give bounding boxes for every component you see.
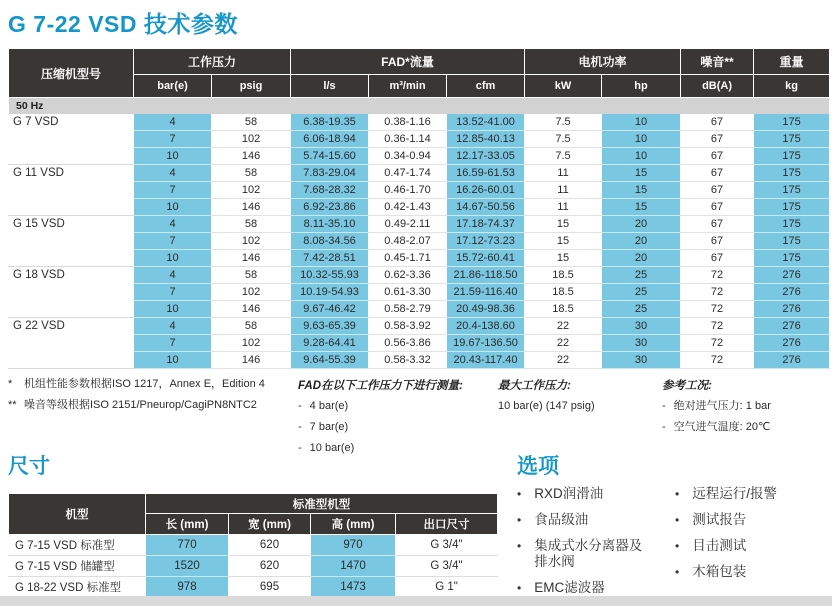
col-unit-header: hp [602,75,681,98]
footnote-line [8,398,298,413]
value-cell: 10 [134,301,212,318]
footnotes-iso [8,377,298,462]
value-cell: 58 [212,216,291,233]
bullet-icon: • [517,539,522,553]
table-row [9,114,830,131]
options-title: 选项 [517,455,559,478]
value-cell: 7 [134,131,212,148]
value-cell: 276 [754,318,830,335]
value-cell: 14.67-50.56 [447,199,525,216]
max-pressure-value: 10 bar(e) (147 psig) [498,400,595,412]
dim-group-header: 标准型机型 [146,494,498,514]
value-cell: 72 [681,267,754,284]
value-cell: 10 [602,114,681,131]
value-cell: 0.56-3.86 [369,335,447,352]
dim-value-cell: 620 [229,535,311,556]
spec-header-row-groups [9,49,830,75]
value-cell: 18.5 [525,267,602,284]
dim-col-header: 长 (mm) [146,514,229,535]
value-cell: 8.11-35.10 [291,216,369,233]
value-cell: 0.42-1.43 [369,199,447,216]
dash: - [298,400,302,412]
value-cell: 16.26-60.01 [447,182,525,199]
value-cell: 11 [525,199,602,216]
value-cell: 72 [681,318,754,335]
value-cell: 15 [525,216,602,233]
dim-value-cell: G 3/4" [396,535,498,556]
spec-table-body [9,98,830,369]
reference-text: 绝对进气压力: 1 bar [673,400,771,412]
value-cell: 175 [754,199,830,216]
bullet-icon: • [517,487,522,501]
value-cell: 58 [212,267,291,284]
footnote-marker: * [8,378,13,390]
fad-pressure-text: 4 bar(e) [309,400,349,412]
value-cell: 102 [212,182,291,199]
model-cell: G 18 VSD [9,267,134,318]
dash: - [298,421,302,433]
value-cell: 0.49-2.11 [369,216,447,233]
value-cell: 10 [602,131,681,148]
value-cell: 13.52-41.00 [447,114,525,131]
option-label: 测试报告 [692,512,747,527]
value-cell: 67 [681,182,754,199]
col-unit-header: cfm [447,75,525,98]
value-cell: 72 [681,335,754,352]
col-unit-header: psig [212,75,291,98]
fad-pressure-item [298,399,498,413]
value-cell: 175 [754,131,830,148]
table-row [9,556,498,577]
value-cell: 0.46-1.70 [369,182,447,199]
value-cell: 20.43-117.40 [447,352,525,369]
dim-header-row-group [9,494,498,514]
value-cell: 175 [754,250,830,267]
value-cell: 10 [134,250,212,267]
table-row [9,216,830,233]
value-cell: 7.42-28.51 [291,250,369,267]
dash: - [662,421,666,433]
option-item [675,512,825,528]
value-cell: 175 [754,148,830,165]
table-row [9,577,498,598]
value-cell: 21.59-116.40 [447,284,525,301]
dimensions-table-body [9,535,498,598]
dim-value-cell: G 3/4" [396,556,498,577]
value-cell: 67 [681,250,754,267]
value-cell: 20.4-138.60 [447,318,525,335]
value-cell: 17.18-74.37 [447,216,525,233]
value-cell: 7.68-28.32 [291,182,369,199]
dimensions-table-wrap [8,493,497,598]
value-cell: 20 [602,233,681,250]
value-cell: 67 [681,114,754,131]
fad-items [298,399,498,455]
option-item [675,538,825,554]
value-cell: 9.63-65.39 [291,318,369,335]
col-group-header: FAD*流量 [291,49,525,75]
value-cell: 67 [681,131,754,148]
dim-col-header: 宽 (mm) [229,514,311,535]
reference-title: 参考工况: [662,380,712,392]
value-cell: 102 [212,335,291,352]
value-cell: 7.83-29.04 [291,165,369,182]
value-cell: 276 [754,284,830,301]
value-cell: 15 [525,250,602,267]
spec-table-wrap [8,48,829,369]
value-cell: 58 [212,114,291,131]
fad-pressure-item [298,441,498,455]
dim-value-cell: 620 [229,556,311,577]
value-cell: 4 [134,318,212,335]
dim-value-cell: 970 [311,535,396,556]
max-pressure-title: 最大工作压力: [498,380,571,392]
option-label: RXD润滑油 [534,486,604,501]
value-cell: 0.58-3.32 [369,352,447,369]
col-unit-header: bar(e) [134,75,212,98]
dim-model-cell: G 7-15 VSD 标准型 [9,535,146,556]
value-cell: 22 [525,352,602,369]
value-cell: 16.59-61.53 [447,165,525,182]
table-row [9,267,830,284]
dim-value-cell: G 1" [396,577,498,598]
dim-col-model-header: 机型 [9,494,146,535]
model-cell: G 11 VSD [9,165,134,216]
fad-title: FAD在以下工作压力下进行测量: [298,380,463,392]
value-cell: 102 [212,284,291,301]
value-cell: 6.92-23.86 [291,199,369,216]
value-cell: 7 [134,233,212,250]
dimensions-title: 尺寸 [8,455,50,478]
dash: - [662,400,666,412]
value-cell: 0.47-1.74 [369,165,447,182]
value-cell: 21.86-118.50 [447,267,525,284]
col-group-header: 压缩机型号 [9,49,134,98]
value-cell: 7 [134,335,212,352]
value-cell: 0.36-1.14 [369,131,447,148]
bullet-icon: • [517,513,522,527]
table-row [9,165,830,182]
value-cell: 25 [602,267,681,284]
col-unit-header: kW [525,75,602,98]
reference-item [662,420,826,434]
value-cell: 276 [754,352,830,369]
dimensions-table-header [9,494,498,535]
col-group-header: 噪音** [681,49,754,75]
value-cell: 20 [602,216,681,233]
option-item [517,512,680,528]
value-cell: 146 [212,301,291,318]
value-cell: 72 [681,352,754,369]
table-row [9,318,830,335]
col-unit-header: dB(A) [681,75,754,98]
spec-table [8,48,830,369]
options-list-right [675,486,825,590]
option-item [675,486,825,502]
value-cell: 67 [681,148,754,165]
fad-pressure-item [298,420,498,434]
value-cell: 0.58-3.92 [369,318,447,335]
value-cell: 4 [134,114,212,131]
value-cell: 146 [212,352,291,369]
footnote-marker: ** [8,399,17,411]
value-cell: 5.74-15.60 [291,148,369,165]
value-cell: 11 [525,182,602,199]
value-cell: 11 [525,165,602,182]
value-cell: 8.08-34.56 [291,233,369,250]
value-cell: 67 [681,233,754,250]
value-cell: 58 [212,318,291,335]
col-group-header: 工作压力 [134,49,291,75]
value-cell: 15 [525,233,602,250]
value-cell: 19.67-136.50 [447,335,525,352]
value-cell: 9.64-55.39 [291,352,369,369]
value-cell: 175 [754,165,830,182]
value-cell: 7.5 [525,148,602,165]
page-title: G 7-22 VSD 技术参数 [8,11,238,37]
value-cell: 10.32-55.93 [291,267,369,284]
frequency-section-label: 50 Hz [9,98,830,115]
value-cell: 18.5 [525,301,602,318]
value-cell: 7 [134,182,212,199]
option-label: 目击测试 [692,538,747,553]
footnotes-fad [298,377,498,462]
bullet-icon: • [675,565,680,579]
value-cell: 4 [134,267,212,284]
value-cell: 67 [681,165,754,182]
value-cell: 15 [602,199,681,216]
spec-table-header [9,49,830,98]
value-cell: 175 [754,114,830,131]
value-cell: 175 [754,233,830,250]
value-cell: 72 [681,301,754,318]
value-cell: 15 [602,165,681,182]
footnotes-reference [662,377,826,462]
value-cell: 0.58-2.79 [369,301,447,318]
dim-value-cell: 1520 [146,556,229,577]
value-cell: 58 [212,165,291,182]
option-label: 食品级油 [534,512,589,527]
value-cell: 4 [134,165,212,182]
value-cell: 25 [602,284,681,301]
model-cell: G 22 VSD [9,318,134,369]
value-cell: 17.12-73.23 [447,233,525,250]
value-cell: 0.62-3.36 [369,267,447,284]
dim-value-cell: 1470 [311,556,396,577]
value-cell: 12.17-33.05 [447,148,525,165]
value-cell: 0.48-2.07 [369,233,447,250]
value-cell: 146 [212,250,291,267]
dimensions-table [8,493,498,598]
model-cell: G 7 VSD [9,114,134,165]
footnote-text: 机组性能参数根据ISO 1217，Annex E，Edition 4 [24,378,265,390]
value-cell: 7.5 [525,131,602,148]
fad-pressure-text: 7 bar(e) [309,421,349,433]
model-cell: G 15 VSD [9,216,134,267]
col-unit-header: kg [754,75,830,98]
frequency-section-row [9,98,830,115]
dim-value-cell: 1473 [311,577,396,598]
value-cell: 102 [212,233,291,250]
dim-model-cell: G 18-22 VSD 标准型 [9,577,146,598]
value-cell: 146 [212,199,291,216]
value-cell: 175 [754,182,830,199]
bullet-icon: • [675,487,680,501]
bullet-icon: • [675,513,680,527]
footnotes [8,377,826,462]
dim-value-cell: 978 [146,577,229,598]
footnote-text: 噪音等级根据ISO 2151/Pneurop/CagiPN8NTC2 [24,399,257,411]
value-cell: 7 [134,284,212,301]
col-group-header: 重量 [754,49,830,75]
value-cell: 10 [134,199,212,216]
option-item [517,580,677,596]
reference-text: 空气进气温度: 20℃ [673,421,771,433]
dim-value-cell: 770 [146,535,229,556]
col-group-header: 电机功率 [525,49,681,75]
value-cell: 25 [602,301,681,318]
value-cell: 0.45-1.71 [369,250,447,267]
value-cell: 276 [754,267,830,284]
value-cell: 10 [134,352,212,369]
value-cell: 9.28-64.41 [291,335,369,352]
value-cell: 6.38-19.35 [291,114,369,131]
bottom-divider-band [0,596,832,606]
value-cell: 15 [602,182,681,199]
value-cell: 175 [754,216,830,233]
value-cell: 146 [212,148,291,165]
value-cell: 6.06-18.94 [291,131,369,148]
option-label: EMC滤波器 [534,580,605,595]
value-cell: 72 [681,284,754,301]
value-cell: 9.67-46.42 [291,301,369,318]
reference-items [662,399,826,434]
value-cell: 67 [681,216,754,233]
dim-col-header: 出口尺寸 [396,514,498,535]
value-cell: 18.5 [525,284,602,301]
value-cell: 22 [525,318,602,335]
footnote-line [8,377,298,392]
value-cell: 20.49-98.36 [447,301,525,318]
value-cell: 4 [134,216,212,233]
value-cell: 276 [754,301,830,318]
value-cell: 102 [212,131,291,148]
option-item [517,486,680,502]
value-cell: 0.34-0.94 [369,148,447,165]
option-label: 集成式水分离器及排水阀 [534,538,643,569]
fad-pressure-text: 10 bar(e) [309,442,355,454]
options-list-left [517,486,680,606]
value-cell: 22 [525,335,602,352]
dim-model-cell: G 7-15 VSD 储罐型 [9,556,146,577]
col-unit-header: l/s [291,75,369,98]
reference-item [662,399,826,413]
option-label: 木箱包装 [692,564,747,579]
bullet-icon: • [517,581,522,595]
value-cell: 12.85-40.13 [447,131,525,148]
value-cell: 30 [602,335,681,352]
option-item [675,564,825,580]
value-cell: 30 [602,352,681,369]
col-unit-header: m³/min [369,75,447,98]
bullet-icon: • [675,539,680,553]
value-cell: 10 [602,148,681,165]
value-cell: 276 [754,335,830,352]
value-cell: 7.5 [525,114,602,131]
option-item [517,538,680,570]
table-row [9,535,498,556]
dim-value-cell: 695 [229,577,311,598]
dim-col-header: 高 (mm) [311,514,396,535]
dash: - [298,442,302,454]
value-cell: 15.72-60.41 [447,250,525,267]
value-cell: 0.38-1.16 [369,114,447,131]
option-label: 远程运行/报警 [692,486,777,501]
value-cell: 10.19-54.93 [291,284,369,301]
value-cell: 30 [602,318,681,335]
value-cell: 0.61-3.30 [369,284,447,301]
value-cell: 20 [602,250,681,267]
value-cell: 67 [681,199,754,216]
value-cell: 10 [134,148,212,165]
